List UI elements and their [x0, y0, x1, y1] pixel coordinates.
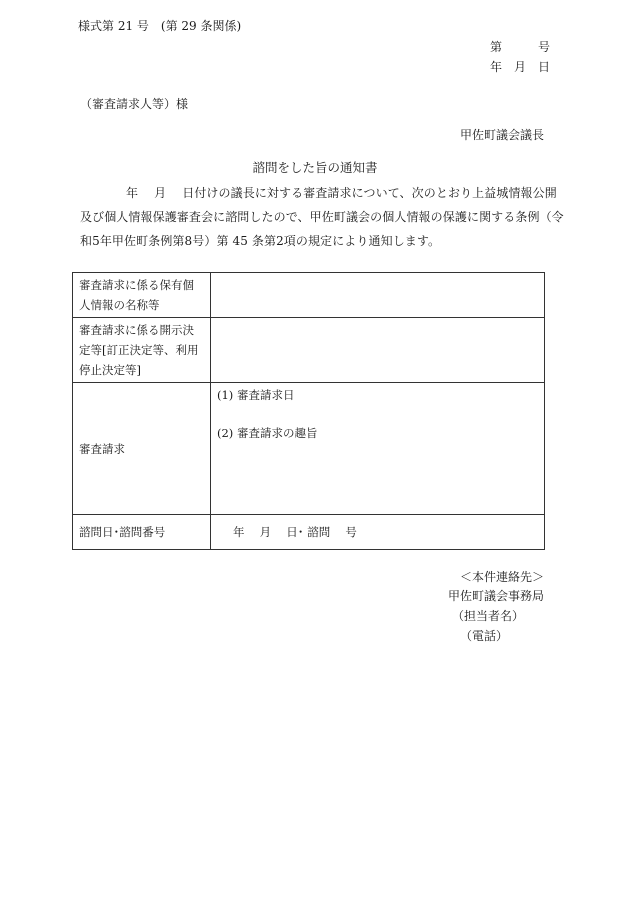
contact-office: 甲佐町議会事務局 [447, 589, 544, 603]
contact-heading: ＜本件連絡先＞ [459, 570, 544, 584]
body-line-3: 和5年甲佐町条例第8号）第 45 条第2項の規定により通知します。 [80, 234, 441, 248]
appeal-value [211, 383, 545, 515]
addressee: （審査請求人等）様 [80, 97, 189, 111]
contact-phone: （電話） [459, 629, 508, 643]
sender: 甲佐町議会議長 [459, 128, 544, 142]
body-line-1: 年 月 日付けの議長に対する審査請求について、次のとおり上益城情報公開 [126, 186, 557, 200]
disclosure-decision-label: 審査請求に係る開示決定等[訂正決定等、利用停止決定等] [73, 318, 211, 383]
form-number: 様式第 21 号 (第 29 条関係) [78, 19, 242, 33]
table-row [73, 318, 545, 383]
appeal-label: 審査請求 [73, 383, 211, 515]
held-info-name-label: 審査請求に係る保有個人情報の名称等 [73, 273, 211, 318]
contact-person: （担当者名） [451, 609, 524, 623]
document-title: 諮問をした旨の通知書 [252, 160, 378, 175]
body-line-2: 及び個人情報保護審査会に諮問したので、甲佐町議会の個人情報の保護に関する条例（令 [80, 210, 564, 224]
document-date: 年 月 日 [489, 60, 550, 74]
inquiry-date-number-label: 諮問日･諮問番号 [73, 515, 211, 550]
document-number: 第 号 [489, 40, 550, 54]
appeal-purpose-item: (2) 審査請求の趣旨 [217, 426, 318, 440]
notice-table [72, 272, 545, 550]
held-info-name-value [211, 273, 545, 318]
disclosure-decision-value [211, 318, 545, 383]
appeal-date-item: (1) 審査請求日 [217, 388, 295, 402]
table-row [73, 273, 545, 318]
inquiry-date-number-value: 年 月 日･ 諮問 号 [211, 515, 545, 550]
body-paragraph [80, 181, 564, 253]
table-row [73, 515, 545, 550]
table-row [73, 383, 545, 515]
